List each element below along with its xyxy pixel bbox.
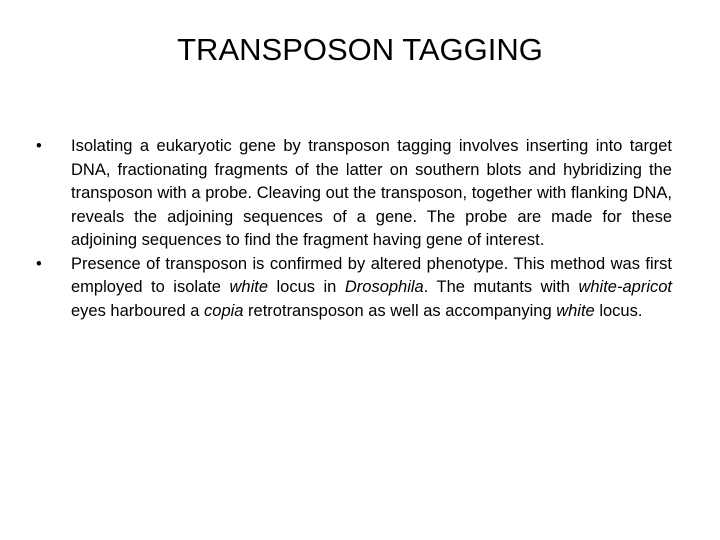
bullet-text: retrotransposon as well as accompanying [243,301,557,320]
bullet-text: locus. [594,301,643,320]
italic-term: copia [204,301,244,320]
bullet-marker: • [36,137,42,155]
slide-title: TRANSPOSON TAGGING [177,32,543,67]
italic-term: white [229,278,269,296]
bullet-text: eyes harboured a [71,301,205,320]
bullet-marker: • [36,254,42,273]
bullet-text: locus in [268,278,345,296]
italic-term: Drosophila [344,278,424,296]
bullet-text: . The mutants with [423,278,579,296]
italic-term: white-apricot [578,278,672,296]
bullet-list [36,135,672,323]
bullet-text: Presence of transposon is confirmed by altered phenotype. This method was first employed to isolate [71,254,672,296]
italic-term: white [556,301,595,320]
bullet-text: Isolating a eukaryotic gene by transposon tagging involves inserting into target DNA, fractionating fragments of the latter on southern blots and hybridizing the transposon with a probe. Cleaving out the transposon, together with flanking DNA, reveals the adjoining sequences of a gene. The probe are made for these adjoining sequences to find the fragment having gene of interest. [71,137,672,249]
bullet-item [36,135,672,253]
bullet-item [36,253,672,324]
